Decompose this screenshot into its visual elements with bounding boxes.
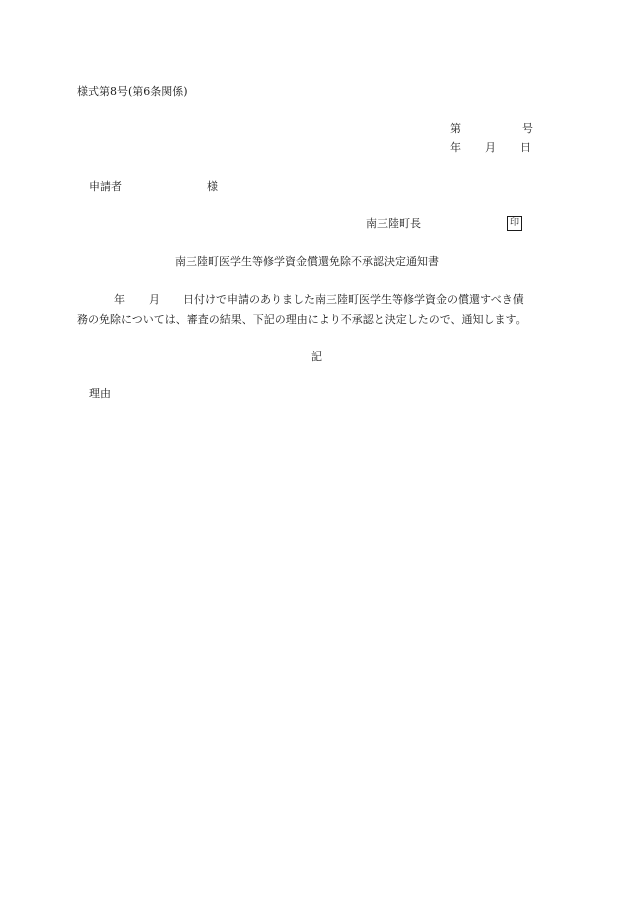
- reason-label: 理由: [89, 387, 111, 400]
- date-month-label: 月: [485, 141, 496, 154]
- form-number: 様式第8号(第6条関係): [77, 85, 188, 98]
- body-text-line-2: 務の免除については、審査の結果、下記の理由により不承認と決定したので、通知します。: [77, 313, 527, 326]
- issuer-name: 南三陸町長: [366, 217, 421, 230]
- date-year-label: 年: [450, 141, 461, 154]
- body-month-label: 月: [149, 293, 160, 306]
- seal-mark: 印: [507, 216, 522, 231]
- body-year-label: 年: [114, 293, 125, 306]
- body-text-line-1: 日付けで申請のありました南三陸町医学生等修学資金の償還すべき債: [183, 293, 524, 306]
- date-day-label: 日: [520, 141, 531, 154]
- document-title: 南三陸町医学生等修学資金償還免除不承認決定通知書: [175, 255, 439, 268]
- document-number-prefix: 第: [450, 122, 461, 135]
- document-number-suffix: 号: [522, 122, 533, 135]
- record-heading: 記: [311, 350, 322, 363]
- applicant-label: 申請者: [89, 180, 122, 193]
- honorific-label: 様: [207, 180, 218, 193]
